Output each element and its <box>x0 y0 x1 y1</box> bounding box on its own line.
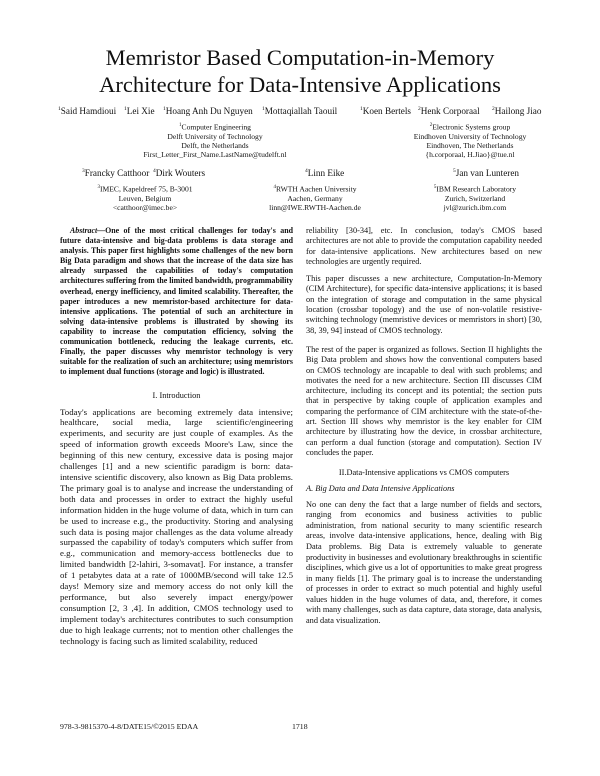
left-column <box>60 226 293 647</box>
abstract-label: Abstract— <box>70 226 106 235</box>
affiliation-rwth: $^4$RWTH Aachen University Aachen, Germany linn@IWE.RWTH-Aachen.de <box>250 183 380 212</box>
email-ibm: jvl@zurich.ibm.com <box>443 202 507 212</box>
author-name: $^4$Dirk Wouters <box>153 168 206 179</box>
email-eindhoven: {h.corporaal, H.Jiao}@tue.nl <box>425 150 515 160</box>
author-name: $^1$Koen Bertels <box>360 106 411 117</box>
right-column <box>306 226 542 627</box>
affiliation-imec: $^3$IMEC, Kapeldreef 75, B-3001 Leuven, Belgium <catthoor@imec.be> <box>80 183 210 212</box>
author-name: $^2$Henk Corporaal <box>418 106 480 117</box>
section-2-heading: II.Data-Intensive applications vs CMOS computers <box>338 468 510 478</box>
paragraph-conclusion: reliability [30-34], etc. In conclusion, today's CMOS based architectures are not able to provide the computation capability needed for data-intensive applications. New architectures based on new technologies are urgently required. <box>306 226 542 266</box>
paragraph-organization: The rest of the paper is organized as follows. Section II highlights the Big Data problem and shows how the conventional computers based on CMOS technology are incapable to deal with such problems; and motivates the need for a new architecture. Section III discusses CIM architecture, including its concept and its potential; the section puts that in perspective by taking couple of application examples and comparing the performance of CIM architecture with the state-of-the-art. Section III shows why memristor is the key enabler for CIM architecture by illustrating how the device, in crossbar architecture, can perform a dual function (storage and computation). Section IV concludes the paper. <box>306 344 542 457</box>
affiliation-eindhoven: $^2$Electronic Systems group Eindhoven University of Technology Eindhoven, The Netherlands {h.corporaal, H.Jiao}@tue.nl <box>395 121 545 159</box>
footer-copyright: 978-3-9815370-4-8/DATE15/©2015 EDAA <box>60 722 199 731</box>
author-name: $^1$Mottaqiallah Taouil <box>262 106 338 117</box>
paper-title <box>0 44 600 98</box>
abstract-text: One of the most critical challenges for today's and future data-intensive and big-data problems is data storage and analysis. This paper first highlights some challenges of the new born Big Data paradigm and shows that the increase of the data size has already surpassed the capabilities of today's computation architectures suffering from the limited bandwidth, programmability overhead, energy inefficiency, and limited scalability. Thereafter, the paper introduces a new memristor-based architecture for data-intensive applications. The potential of such an architecture in solving data-intensive problems is illustrated by showing its capability to increase the computation efficiency, solving the communication bottleneck, reducing the leakage currents, etc. Finally, the paper discusses why memristor technology is very suitable for the realization of such an architecture; using memristors to implement dual functions (storage and logic) is illustrated. <box>60 226 293 377</box>
email-rwth: linn@IWE.RWTH-Aachen.de <box>269 202 361 212</box>
author-name: $^5$Jan van Lunteren <box>453 168 520 179</box>
email-delft: First_Letter_First_Name.LastName@tudelft.nl <box>143 150 287 160</box>
title-line-1: Memristor Based Computation-in-Memory <box>105 45 495 70</box>
affiliation-ibm: $^5$IBM Research Laboratory Zurich, Switzerland jvl@zurich.ibm.com <box>415 183 535 212</box>
subsection-a-heading: A. Big Data and Data Intensive Applications <box>306 484 455 494</box>
email-imec: <catthoor@imec.be> <box>112 202 178 212</box>
author-name: $^1$Said Hamdioui <box>58 106 117 117</box>
author-name: $^1$Lei Xie <box>124 106 155 117</box>
paragraph-cim-intro: This paper discusses a new architecture, Computation-In-Memory (CIM Architecture), for specific data-intensive applications; it is based on the integration of storage and computation in the same physical location (crossbar topology) and the use of non-volatile resistive-switching technology (memristive devices or memristors in short) [30, 38, 39, 94] instead of CMOS technology. <box>306 274 542 335</box>
abstract <box>60 226 293 377</box>
page-number: 1718 <box>292 722 308 731</box>
author-name: $^3$Francky Catthoor <box>82 168 150 179</box>
intro-paragraph: Today's applications are becoming extremely data intensive; healthcare, social media, large scientific/engineering experiments, and security are just couple of examples. As the speed of information growth exceeds Moore's Law, since the beginning of this new century, excessive data is posing major challenges [1] and a new scientific paradigm is born: data-intensive scientific discovery, also known as Big Data problems. The primary goal is to analyse and increase the understanding of both data and processes in order to extract the highly useful information hidden in the huge volume of data, which in turn can be used to increase e.g., the productivity. Storing and analysing such data is posing major challenges as the data volume already surpassed the capability of today's computers which suffer from e.g., communication and memory-access bottlenecks due to limited bandwidth [2-lahiri, 3-somavat]. For instance, a transfer of 1 petabytes data at a rate of 1000MB/second will take 12.5 days! Memory size and memory access do not only kill the performance, but also severely impact energy/power consumption [2, 3 ,4]. In addition, CMOS technology used to implement today's architectures contributes to such consumption due to high leakage currents; not to mention other challenges the technology is facing such as limited scalability, reduced <box>60 406 293 646</box>
author-name: $^1$Hoang Anh Du Nguyen <box>163 106 253 117</box>
author-name: $^4$Linn Eike <box>305 168 345 179</box>
paragraph-big-data: No one can deny the fact that a large number of fields and sectors, ranging from economics and business activities to public administration, from national security to many scientific research areas, involve data-intensive applications, hence, dealing with Big Data problems. Big Data is extremely valuable to generate productivity in businesses and evolutionary breakthroughs in scientific disciplines, which give us a lot of opportunities to make great progress in many fields [1]. The primary goal is to increase the understanding of processes in order to extract so much potential and highly useful values hidden in the huge volumes of data, and, therefore, it comes with many challenges, such as data capture, data storage, data analysis, and data visualization. <box>306 499 542 626</box>
section-1-heading: I. Introduction <box>152 391 201 401</box>
author-name: $^2$Hailong Jiao <box>492 106 542 117</box>
affiliation-delft: $^1$Computer Engineering Delft University of Technology Delft, the Netherlands First_Letter_First_Name.LastName@tudelft.nl <box>130 121 300 159</box>
title-line-2: Architecture for Data-Intensive Applications <box>99 72 501 97</box>
